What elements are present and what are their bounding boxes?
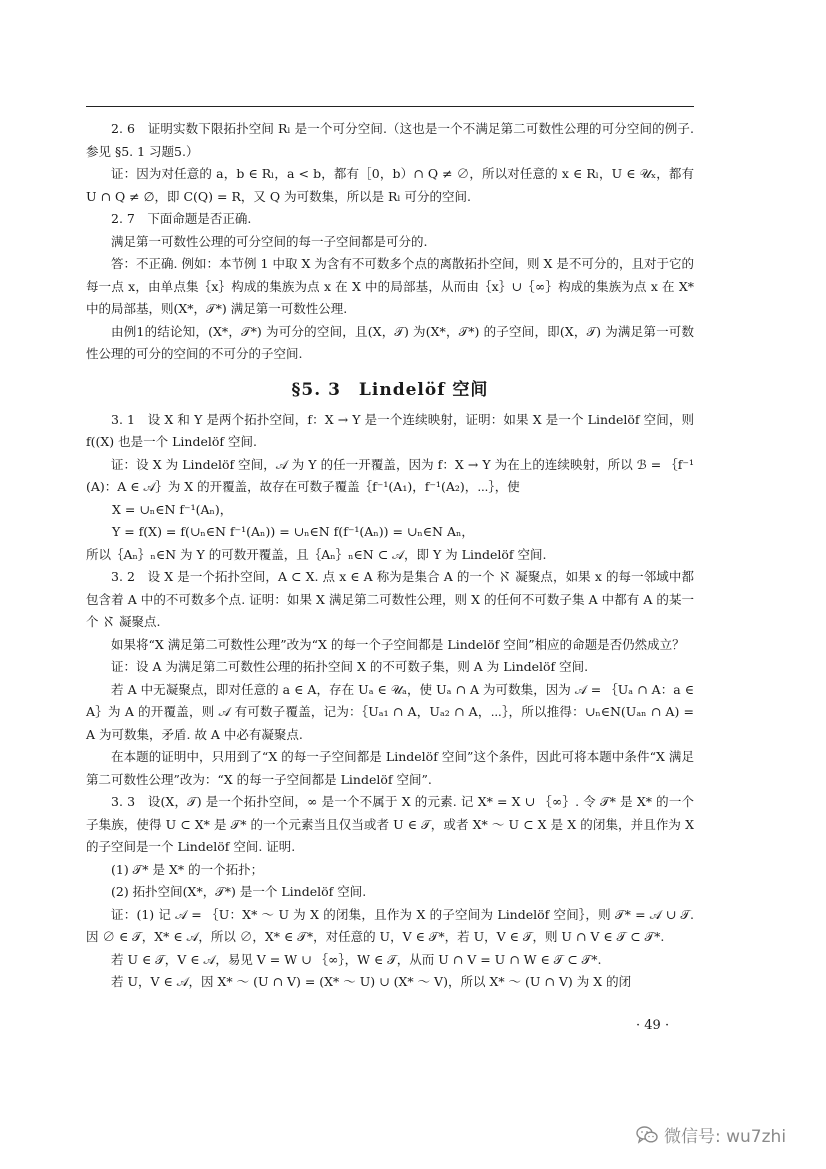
paragraph: 由例1的结论知，(X*，𝒯*) 为可分的空间，且(X，𝒯) 为(X*，𝒯*) 的子空间，即(X，𝒯) 为满足第一可数性公理的可分的空间的不可分的子空间. (86, 323, 694, 361)
paragraph: 证：(1) 记 𝒜 = ｛U：X* ～ U 为 X 的闭集，且作为 X 的子空间为 Lindelöf 空间｝，则 𝒯* = 𝒜 ∪ 𝒯. 因 ∅ ∈ 𝒯，X* ∈ 𝒜，所以 ∅，X* ∈ 𝒯*，对任意的 U，V ∈ 𝒯*，若 U，V ∈ 𝒯，则 U ∩ V ∈ 𝒯 ⊂ 𝒯*. (86, 906, 694, 944)
paragraph: 证：设 X 为 Lindelöf 空间，𝒜 为 Y 的任一开覆盖，因为 f：X → Y 为在上的连续映射，所以 ℬ = ｛f⁻¹(A)：A ∈ 𝒜｝为 X 的开覆盖，故存在可数子覆盖｛f⁻¹(A₁)，f⁻¹(A₂)，⋯｝，使 (86, 456, 694, 494)
paragraph: 如果将“X 满足第二可数性公理”改为“X 的每一个子空间都是 Lindelöf 空间”相应的命题是否仍然成立？ (111, 636, 685, 652)
page-body (86, 118, 694, 994)
paragraph: 所以｛Aₙ｝ₙ∈N 为 Y 的可数开覆盖，且｛Aₙ｝ₙ∈N ⊂ 𝒜，即 Y 为 Lindelöf 空间. (86, 546, 547, 562)
paragraph: 证：因为对任意的 a，b ∈ Rₗ，a < b，都有［0，b）∩ Q ≠ ∅，所以对任意的 x ∈ Rₗ，U ∈ 𝒰ₓ，都有 U ∩ Q ≠ ∅，即 C(Q) = R，又 Q 为可数集，所以是 Rₗ 可分的空间. (86, 166, 694, 204)
paragraph: 在本题的证明中，只用到了“X 的每一子空间都是 Lindelöf 空间”这个条件，因此可将本题中条件“X 满足第二可数性公理”改为：“X 的每一子空间都是 Lindelöf 空间”. (86, 749, 694, 787)
paragraph: (1) 𝒯* 是 X* 的一个拓扑； (111, 861, 264, 877)
paragraph: 若 U，V ∈ 𝒜，因 X* ～ (U ∩ V) = (X* ～ U) ∪ (X* ～ V)，所以 X* ～ (U ∩ V) 为 X 的闭 (111, 974, 632, 989)
equation-line: X = ∪ₙ∈N f⁻¹(Aₙ)， (112, 501, 233, 517)
equation-line: Y = f(X) = f(∪ₙ∈N f⁻¹(Aₙ)) = ∪ₙ∈N f(f⁻¹(Aₙ)) = ∪ₙ∈N Aₙ， (112, 524, 474, 539)
paragraph: 满足第一可数性公理的可分空间的每一子空间都是可分的. (111, 233, 428, 249)
section-heading: §5. 3 Lindelöf 空间 (291, 379, 489, 400)
watermark-text: 微信号: wu7zhi (664, 1127, 787, 1147)
watermark (636, 1122, 786, 1147)
paragraph: 3. 2 设 X 是一个拓扑空间，A ⊂ X. 点 x ∈ A 称为是集合 A 的一个 ℵ 凝聚点，如果 x 的每一邻域中都包含着 A 中的不可数多个点. 证明：如果 X 满足第二可数性公理，则 X 的任何不可数子集 A 中都有 A 的某一个 ℵ 凝聚点. (86, 569, 694, 629)
paragraph: 证：设 A 为满足第二可数性公理的拓扑空间 X 的不可数子集，则 A 为 Lindelöf 空间. (111, 659, 589, 674)
paragraph: 2. 6 证明实数下限拓扑空间 Rₗ 是一个可分空间.（这也是一个不满足第二可数性公理的可分空间的例子. 参见 §5. 1 习题5.） (86, 121, 694, 159)
page-number: · 49 · (636, 1018, 670, 1033)
paragraph: 2. 7 下面命题是否正确. (111, 211, 252, 226)
header-rule (86, 106, 694, 107)
paragraph: 答：不正确. 例如：本节例 1 中取 X 为含有不可数多个点的离散拓扑空间，则 X 是不可分的，且对于它的每一点 x，由单点集｛x｝构成的集族为点 x 在 X 中的局部基，从而由｛x｝∪｛∞｝构成的集族为点 x 在 X* 中的局部基，则(X*，𝒯*) 满足第一可数性公理. (86, 256, 694, 316)
paragraph: 若 U ∈ 𝒯，V ∈ 𝒜，易见 V = W ∪ ｛∞｝，W ∈ 𝒯，从而 U ∩ V = U ∩ W ∈ 𝒯 ⊂ 𝒯*. (111, 951, 602, 967)
paragraph: 3. 3 设(X，𝒯) 是一个拓扑空间，∞ 是一个不属于 X 的元素. 记 X* = X ∪ ｛∞｝. 令 𝒯* 是 X* 的一个子集族，使得 U ⊂ X* 是 𝒯* 的一个元素当且仅当或者 U ∈ 𝒯，或者 X* ～ U ⊂ X 是 X 的闭集，并且作为 X 的子空间是一个 Lindelöf 空间. 证明. (86, 794, 694, 854)
wechat-icon (636, 1125, 658, 1145)
paragraph: (2) 拓扑空间(X*，𝒯*) 是一个 Lindelöf 空间. (111, 884, 367, 899)
paragraph: 若 A 中无凝聚点，即对任意的 a ∈ A，存在 Uₐ ∈ 𝒰ₐ，使 Uₐ ∩ A 为可数集，因为 𝒜 = ｛Uₐ ∩ A：a ∈ A｝为 A 的开覆盖，则 𝒜 有可数子覆盖，记为：｛Uₐ₁ ∩ A，Uₐ₂ ∩ A，⋯｝，所以推得：∪ₙ∈N(Uₐₙ ∩ A) = A 为可数集，矛盾. 故 A 中必有凝聚点. (86, 681, 694, 742)
paragraph: 3. 1 设 X 和 Y 是两个拓扑空间，f：X → Y 是一个连续映射，证明：如果 X 是一个 Lindelöf 空间，则 f((X) 也是一个 Lindelöf 空间. (86, 411, 694, 449)
